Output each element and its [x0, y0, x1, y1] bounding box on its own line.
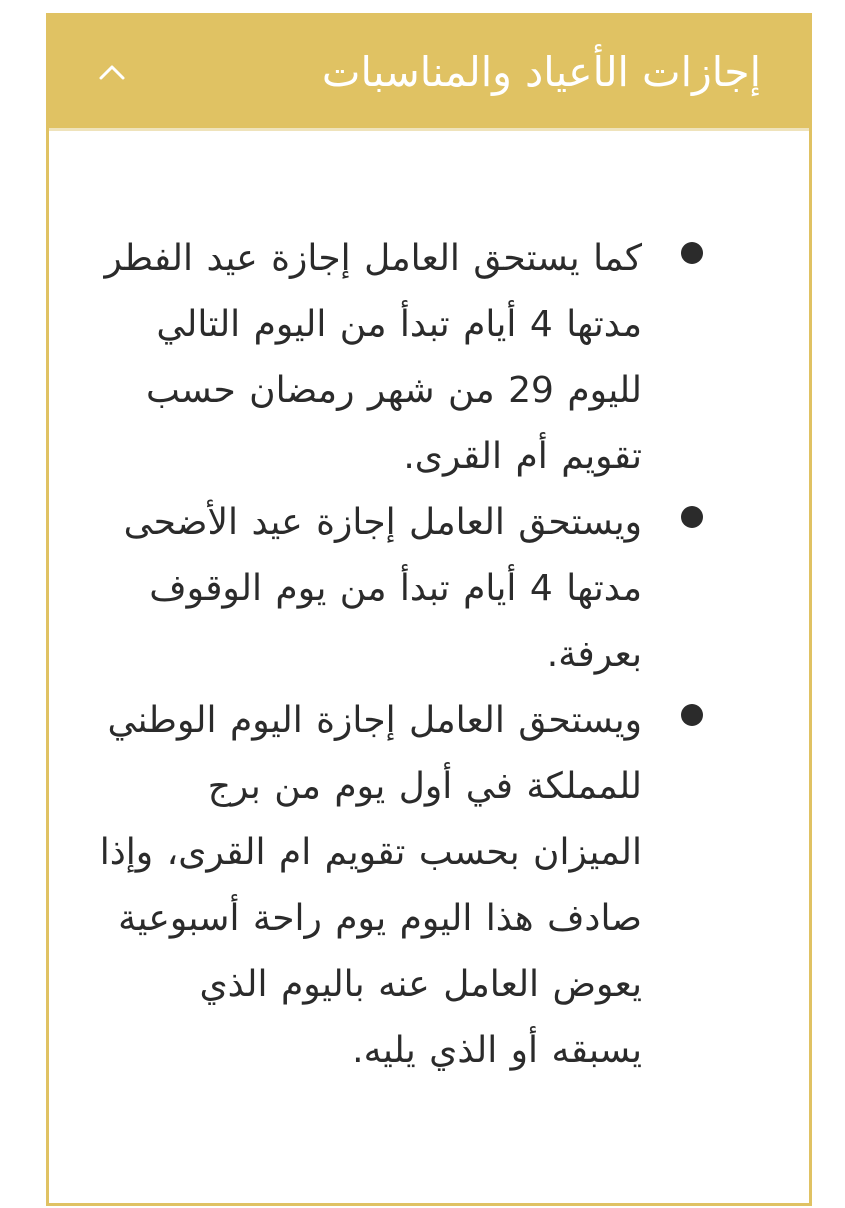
accordion-title: إجازات الأعياد والمناسبات — [321, 48, 761, 96]
list-item-text: كما يستحق العامل إجازة عيد الفطر مدتها 4 أيام تبدأ من اليوم التالي لليوم 29 من شهر رمضان حسب تقويم أم القرى. — [104, 238, 642, 477]
accordion-body — [49, 226, 809, 1084]
bullet-icon — [681, 704, 703, 726]
list-item — [49, 226, 809, 490]
list-item-text: ويستحق العامل إجازة اليوم الوطني للمملكة في أول يوم من برج الميزان بحسب تقويم ام القرى، وإذا صادف هذا اليوم يوم راحة أسبوعية يعوض العامل عنه باليوم الذي يسبقه أو الذي يليه. — [99, 700, 642, 1071]
holiday-list — [49, 226, 809, 1084]
chevron-up-icon[interactable] — [97, 58, 127, 88]
list-item — [49, 688, 809, 1084]
bullet-icon — [681, 506, 703, 528]
accordion-header[interactable] — [49, 16, 809, 131]
list-item — [49, 490, 809, 688]
holidays-accordion — [46, 13, 812, 1206]
bullet-icon — [681, 242, 703, 264]
list-item-text: ويستحق العامل إجازة عيد الأضحى مدتها 4 أيام تبدأ من يوم الوقوف بعرفة. — [123, 502, 642, 675]
